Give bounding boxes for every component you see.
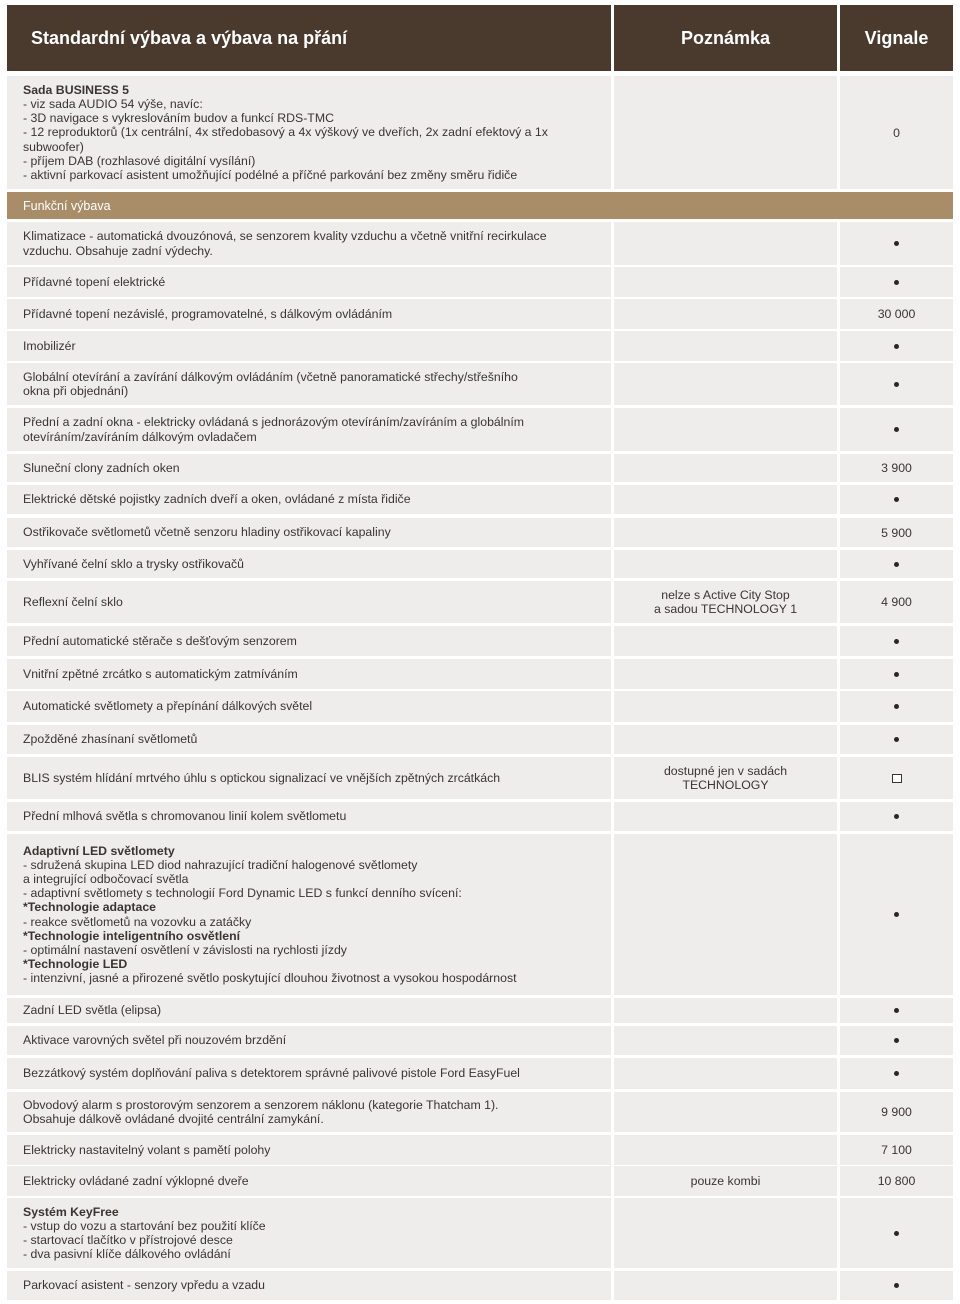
standard-bullet-icon — [894, 241, 899, 246]
trim-value-cell — [840, 1166, 953, 1196]
feature-line: - dva pasivní klíče dálkového ovládání — [23, 1247, 231, 1262]
feature-description — [23, 461, 180, 475]
trim-value-cell — [840, 581, 953, 623]
trim-value-cell — [840, 267, 953, 297]
feature-description — [23, 275, 165, 289]
feature-line: Vnitřní zpětné zrcátko s automatickým zatmíváním — [23, 666, 298, 681]
trim-value-cell — [840, 299, 953, 329]
standard-bullet-icon — [894, 344, 899, 349]
note-cell — [614, 76, 837, 189]
note-text: pouze kombi — [690, 1174, 761, 1188]
feature-description — [23, 809, 346, 823]
table-row — [7, 659, 953, 689]
note-cell — [614, 1198, 837, 1268]
table-row — [7, 1198, 953, 1268]
table-row — [7, 267, 953, 297]
feature-description — [23, 370, 518, 398]
feature-line: Přední mlhová světla s chromovanou linií kolem světlometu — [23, 809, 347, 824]
feature-line: Ostřikovače světlometů včetně senzoru hladiny ostřikovací kapaliny — [23, 525, 391, 540]
feature-description — [23, 771, 500, 785]
feature-line: - reakce světlometů na vozovku a zatáčky — [23, 914, 252, 929]
standard-bullet-icon — [894, 672, 899, 677]
trim-value-cell — [840, 550, 953, 578]
column-header-trim-label: Vignale — [864, 27, 929, 48]
feature-line: - viz sada AUDIO 54 výše, navíc: — [23, 97, 203, 112]
feature-cell — [7, 725, 611, 754]
feature-cell — [7, 581, 611, 623]
feature-cell — [7, 1092, 611, 1132]
note-cell — [614, 1135, 837, 1165]
note-cell — [614, 485, 837, 514]
feature-description — [23, 492, 411, 506]
feature-line: Obsahuje dálkově ovládané dvojité centrální zamykání. — [23, 1112, 324, 1126]
feature-line: - aktivní parkovací asistent umožňující podélné a příčné parkování bez změny směru řidiče — [23, 167, 518, 182]
feature-line: - 12 reproduktorů (1x centrální, 4x středobasový a 4x výškový ve dveřích, 2x zadní efektový a 1x — [23, 125, 548, 140]
trim-value-cell — [840, 659, 953, 689]
note-cell — [614, 518, 837, 547]
table-row — [7, 454, 953, 482]
feature-heading: Adaptivní LED světlomety — [23, 844, 175, 859]
standard-bullet-icon — [894, 427, 899, 432]
feature-description — [23, 557, 244, 571]
table-row — [7, 1092, 953, 1132]
feature-description — [23, 699, 312, 713]
feature-cell — [7, 834, 611, 995]
feature-line: - adaptivní světlomety s technologií Ford Dynamic LED s funkcí denního svícení: — [23, 886, 462, 901]
feature-cell — [7, 267, 611, 297]
trim-value-cell — [840, 485, 953, 514]
feature-description — [23, 1205, 266, 1261]
feature-cell — [7, 626, 611, 656]
feature-line: a integrující odbočovací světla — [23, 872, 189, 887]
table-row — [7, 834, 953, 995]
feature-line: Vyhřívané čelní sklo a trysky ostřikovačů — [23, 556, 244, 571]
note-cell — [614, 725, 837, 754]
column-header-note — [614, 5, 837, 71]
note-cell — [614, 581, 837, 623]
feature-description — [23, 1278, 265, 1292]
price-value: 7 100 — [881, 1143, 912, 1157]
table-row — [7, 299, 953, 329]
feature-line: Elektricky ovládané zadní výklopné dveře — [23, 1173, 249, 1188]
trim-value-cell — [840, 363, 953, 405]
standard-bullet-icon — [894, 1008, 899, 1013]
feature-description — [23, 732, 197, 746]
table-row — [7, 485, 953, 514]
feature-description — [23, 307, 392, 321]
standard-bullet-icon — [894, 1038, 899, 1043]
table-row — [7, 626, 953, 656]
column-header-feature-label: Standardní výbava a výbava na přání — [31, 27, 348, 48]
standard-bullet-icon — [894, 814, 899, 819]
feature-heading: *Technologie adaptace — [23, 900, 157, 915]
trim-value-cell — [840, 518, 953, 547]
feature-line: Globální otevírání a zavírání dálkovým ovládáním (včetně panoramatické střechy/střešního — [23, 369, 518, 384]
feature-line: Přídavné topení elektrické — [23, 274, 166, 289]
price-value: 10 800 — [877, 1174, 916, 1188]
note-cell — [614, 757, 837, 799]
feature-cell — [7, 1058, 611, 1089]
feature-line: Přídavné topení nezávislé, programovatelné, s dálkovým ovládáním — [23, 306, 393, 321]
table-row — [7, 757, 953, 799]
feature-line: otevíráním/zavíráním dálkovým ovladačem — [23, 429, 257, 444]
standard-bullet-icon — [894, 497, 899, 502]
trim-value-cell — [840, 1058, 953, 1089]
feature-cell — [7, 802, 611, 831]
feature-cell — [7, 76, 611, 189]
table-row — [7, 725, 953, 754]
feature-description — [23, 1174, 249, 1188]
feature-heading: Sada BUSINESS 5 — [23, 83, 129, 98]
feature-line: - příjem DAB (rozhlasové digitální vysílání) — [23, 153, 256, 168]
feature-cell — [7, 550, 611, 578]
feature-description — [23, 1143, 270, 1157]
trim-value-cell — [840, 222, 953, 265]
column-header-trim — [840, 5, 953, 71]
table-row — [7, 1271, 953, 1300]
trim-value-cell — [840, 1198, 953, 1268]
feature-cell — [7, 331, 611, 361]
note-cell — [614, 1058, 837, 1089]
feature-cell — [7, 1135, 611, 1165]
feature-cell — [7, 222, 611, 265]
feature-line: - optimální nastavení osvětlení v závislosti na rychlosti jízdy — [23, 942, 347, 957]
trim-value-cell — [840, 626, 953, 656]
feature-description — [23, 1033, 286, 1047]
trim-value-cell — [840, 1092, 953, 1132]
feature-cell — [7, 1271, 611, 1300]
feature-line: Obvodový alarm s prostorovým senzorem a senzorem náklonu (kategorie Thatcham 1). — [23, 1097, 499, 1112]
feature-cell — [7, 299, 611, 329]
trim-value-cell — [840, 802, 953, 831]
table-row — [7, 1058, 953, 1089]
standard-bullet-icon — [894, 737, 899, 742]
feature-description — [23, 525, 391, 539]
feature-line: Sluneční clony zadních oken — [23, 460, 180, 475]
table-row — [7, 1026, 953, 1055]
note-cell — [614, 1166, 837, 1196]
feature-line: - intenzivní, jasné a přirozené světlo poskytující dlouhou životnost a vysokou hospodárnost — [23, 970, 517, 985]
standard-bullet-icon — [894, 1283, 899, 1288]
note-cell — [614, 998, 837, 1023]
feature-line: - 3D navigace s vykreslováním budov a funkcí RDS-TMC — [23, 111, 334, 126]
trim-value-cell — [840, 1135, 953, 1165]
note-cell — [614, 363, 837, 405]
trim-value-cell — [840, 1026, 953, 1055]
feature-description — [23, 844, 517, 985]
feature-line: Zpožděné zhasínaní světlometů — [23, 732, 198, 747]
feature-cell — [7, 1198, 611, 1268]
feature-line: Aktivace varovných světel při nouzovém brzdění — [23, 1033, 287, 1048]
feature-cell — [7, 454, 611, 482]
note-cell — [614, 1092, 837, 1132]
standard-bullet-icon — [894, 639, 899, 644]
feature-description — [23, 229, 547, 257]
note-cell — [614, 802, 837, 831]
note-text: nelze s Active City Stop a sadou TECHNOLOGY 1 — [653, 588, 798, 616]
standard-bullet-icon — [894, 382, 899, 387]
trim-value-cell — [840, 834, 953, 995]
trim-value-cell — [840, 331, 953, 361]
feature-line: Parkovací asistent - senzory vpředu a vzadu — [23, 1278, 265, 1293]
trim-value-cell — [840, 998, 953, 1023]
feature-heading: Systém KeyFree — [23, 1204, 119, 1219]
feature-description — [23, 1003, 161, 1017]
note-cell — [614, 691, 837, 722]
feature-description — [23, 634, 297, 648]
feature-line: okna při objednání) — [23, 384, 129, 398]
note-cell — [614, 299, 837, 329]
price-value: 5 900 — [881, 525, 912, 540]
table-row — [7, 518, 953, 547]
note-cell — [614, 267, 837, 297]
price-value: 4 900 — [881, 595, 912, 609]
trim-value-cell — [840, 691, 953, 722]
option-square-icon — [892, 774, 902, 783]
feature-cell — [7, 998, 611, 1023]
standard-bullet-icon — [894, 1231, 899, 1236]
trim-value-cell — [840, 1271, 953, 1300]
table-row — [7, 1166, 953, 1196]
section-title: Funkční výbava — [23, 198, 111, 213]
feature-cell — [7, 691, 611, 722]
feature-line: Bezzátkový systém doplňování paliva s detektorem správné palivové pistole Ford EasyFuel — [23, 1066, 520, 1081]
note-cell — [614, 1026, 837, 1055]
trim-value-cell — [840, 725, 953, 754]
price-value: 30 000 — [877, 307, 916, 321]
feature-cell — [7, 518, 611, 547]
note-cell — [614, 1271, 837, 1300]
feature-line: subwoofer) — [23, 139, 84, 154]
price-value: 3 900 — [881, 461, 912, 475]
feature-line: Imobilizér — [23, 338, 76, 353]
feature-description — [23, 415, 524, 443]
feature-line: Elektrické dětské pojistky zadních dveří a oken, ovládané z místa řidiče — [23, 492, 411, 507]
feature-cell — [7, 757, 611, 799]
standard-bullet-icon — [894, 704, 899, 709]
standard-bullet-icon — [894, 562, 899, 567]
note-cell — [614, 550, 837, 578]
feature-cell — [7, 485, 611, 514]
note-cell — [614, 331, 837, 361]
note-cell — [614, 454, 837, 482]
feature-description — [23, 595, 123, 609]
feature-line: Přední a zadní okna - elektricky ovládaná s jednorázovým otevíráním/zavíráním a globálním — [23, 415, 525, 430]
feature-heading: *Technologie inteligentního osvětlení — [23, 928, 241, 943]
table-row — [7, 76, 953, 189]
table-row — [7, 998, 953, 1023]
standard-bullet-icon — [894, 280, 899, 285]
feature-description — [23, 1066, 520, 1080]
feature-line: vzduchu. Obsahuje zadní výdechy. — [23, 243, 213, 258]
feature-description — [23, 667, 298, 681]
feature-line: Reflexní čelní sklo — [23, 594, 123, 609]
table-row — [7, 581, 953, 623]
feature-line: Automatické světlomety a přepínání dálkových světel — [23, 699, 313, 714]
trim-value-cell — [840, 454, 953, 482]
table-row — [7, 1135, 953, 1165]
table-row — [7, 331, 953, 361]
table-row — [7, 408, 953, 451]
standard-bullet-icon — [894, 1071, 899, 1076]
price-value: 0 — [893, 125, 900, 140]
feature-line: - vstup do vozu a startování bez použití klíče — [23, 1218, 266, 1233]
feature-line: Elektricky nastavitelný volant s pamětí polohy — [23, 1142, 271, 1157]
note-text: dostupné jen v sadách TECHNOLOGY — [663, 764, 788, 792]
price-value: 9 900 — [881, 1105, 912, 1119]
feature-cell — [7, 1166, 611, 1196]
column-header-note-label: Poznámka — [680, 27, 771, 48]
feature-cell — [7, 408, 611, 451]
standard-bullet-icon — [894, 912, 899, 917]
feature-cell — [7, 659, 611, 689]
trim-value-cell — [840, 76, 953, 189]
feature-line: - startovací tlačítko v přístrojové desce — [23, 1233, 233, 1247]
note-cell — [614, 408, 837, 451]
note-cell — [614, 222, 837, 265]
table-row — [7, 222, 953, 265]
feature-line: Přední automatické stěrače s dešťovým senzorem — [23, 633, 297, 648]
note-cell — [614, 834, 837, 995]
note-cell — [614, 659, 837, 689]
feature-line: - sdružená skupina LED diod nahrazující tradiční halogenové světlomety — [23, 858, 418, 873]
table-row — [7, 691, 953, 722]
feature-line: BLIS systém hlídání mrtvého úhlu s optickou signalizací ve vnějších zpětných zrcátkách — [23, 770, 501, 785]
trim-value-cell — [840, 757, 953, 799]
table-row — [7, 363, 953, 405]
feature-description — [23, 1098, 498, 1126]
trim-value-cell — [840, 408, 953, 451]
feature-cell — [7, 1026, 611, 1055]
feature-heading: *Technologie LED — [23, 956, 128, 971]
column-header-feature — [7, 5, 611, 71]
table-row — [7, 802, 953, 831]
feature-cell — [7, 363, 611, 405]
table-row — [7, 550, 953, 578]
feature-description — [23, 83, 548, 182]
feature-line: Zadní LED světla (elipsa) — [23, 1003, 162, 1018]
feature-line: Klimatizace - automatická dvouzónová, se senzorem kvality vzduchu a včetně vnitřní recirkulace — [23, 229, 547, 244]
note-cell — [614, 626, 837, 656]
section-header — [7, 192, 953, 219]
feature-description — [23, 339, 76, 353]
